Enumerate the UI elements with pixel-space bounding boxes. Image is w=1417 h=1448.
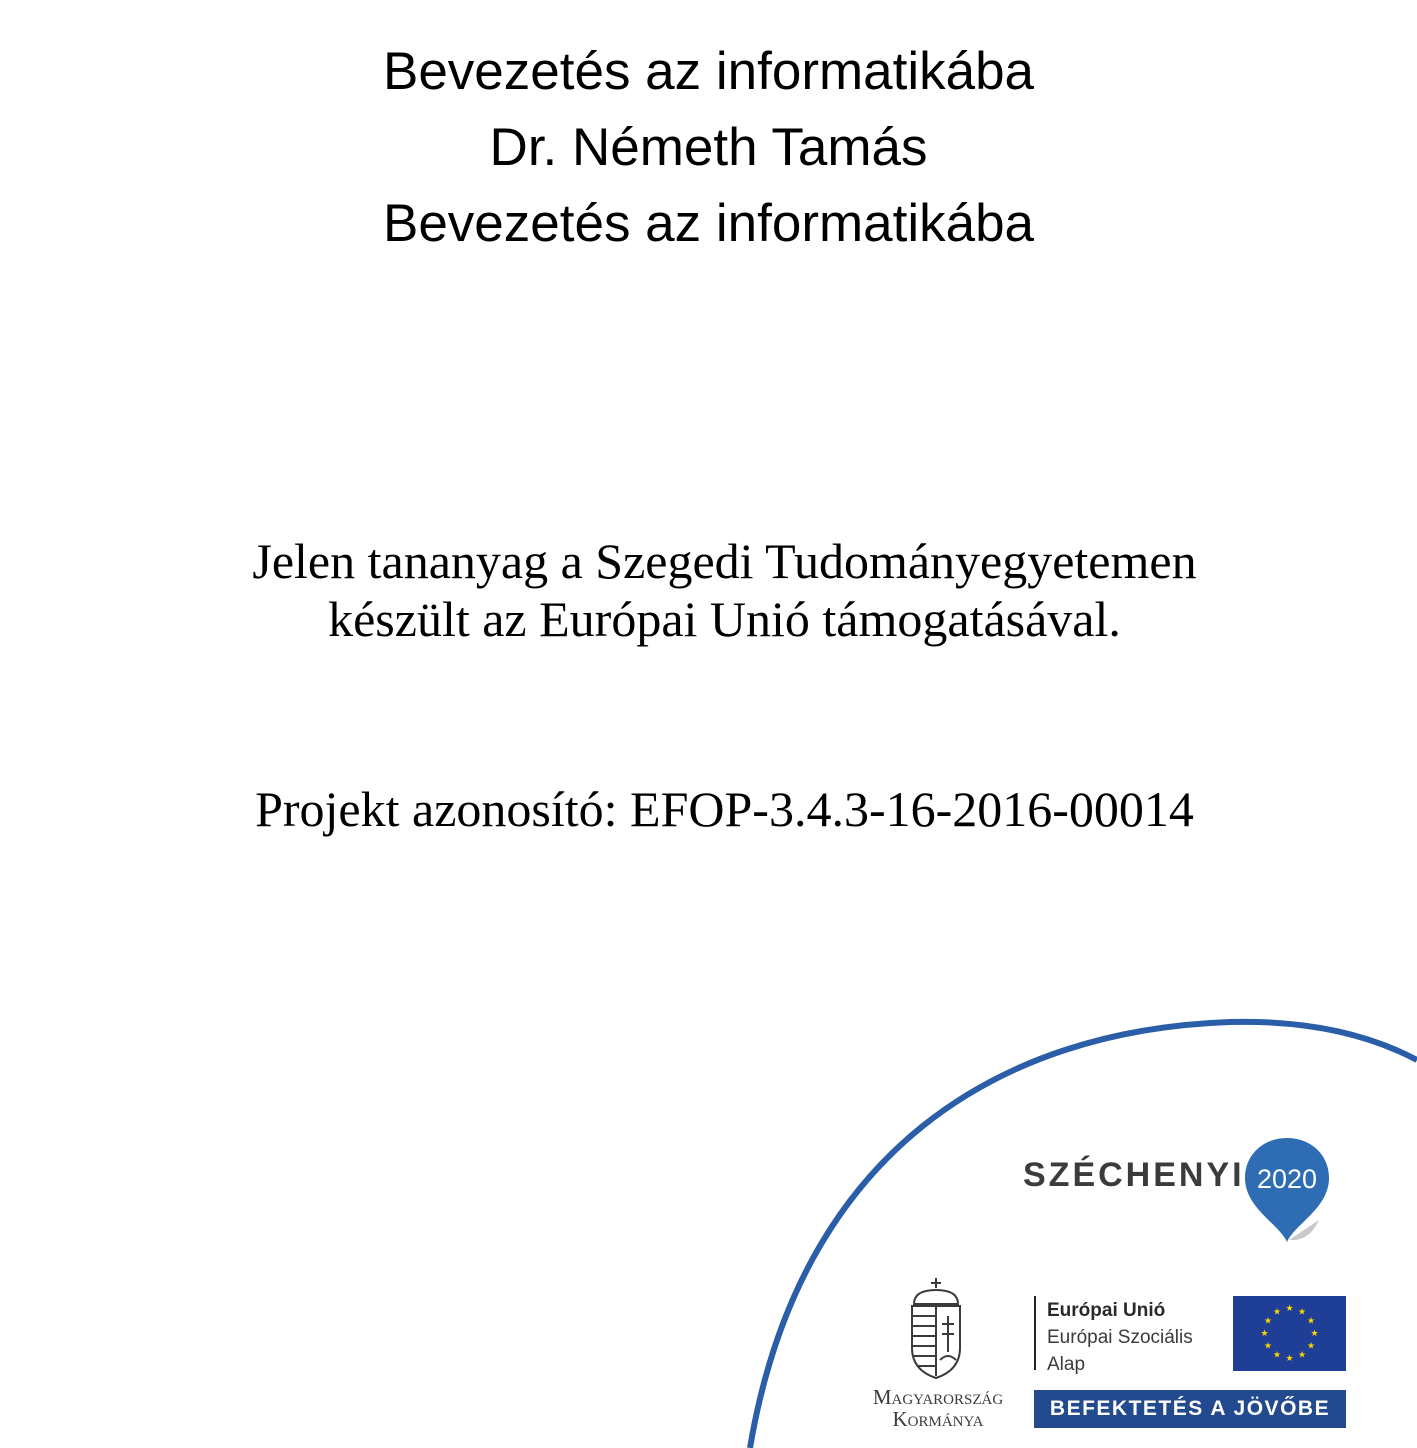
svg-text:★: ★	[1310, 1329, 1319, 1339]
support-line-2: készült az Európai Unió támogatásával.	[328, 591, 1121, 647]
support-line-1: Jelen tananyag a Szegedi Tudományegyetemen	[252, 533, 1197, 589]
svg-text:★: ★	[1297, 1350, 1307, 1361]
svg-text:★: ★	[1263, 1316, 1273, 1327]
szechenyi-brand: SZÉCHENYI	[1023, 1156, 1245, 1194]
svg-text:★: ★	[1263, 1341, 1273, 1352]
map-pin-icon	[1237, 1136, 1337, 1248]
government-label	[856, 1386, 1020, 1430]
logo-divider	[1034, 1296, 1036, 1370]
author-name: Dr. Németh Tamás	[489, 118, 928, 177]
svg-text:★: ★	[1285, 1354, 1294, 1364]
course-title: Bevezetés az informatikába	[382, 42, 1035, 101]
svg-text:★: ★	[1306, 1316, 1316, 1327]
eu-label	[1047, 1297, 1193, 1378]
svg-text:★: ★	[1272, 1350, 1282, 1361]
eu-fund-line-1: Európai Szociális	[1047, 1327, 1193, 1348]
svg-text:★: ★	[1260, 1329, 1269, 1339]
eu-fund-line-2: Alap	[1047, 1354, 1086, 1375]
svg-text:★: ★	[1297, 1307, 1307, 1318]
government-line-2: Kormánya	[892, 1407, 984, 1431]
pin-year: 2020	[1256, 1164, 1318, 1194]
coat-of-arms-icon	[900, 1276, 972, 1380]
course-title-repeat: Bevezetés az informatikába	[382, 194, 1035, 253]
svg-text:★: ★	[1285, 1304, 1294, 1314]
project-id: Projekt azonosító: EFOP-3.4.3-16-2016-00014	[255, 781, 1194, 837]
eu-name: Európai Unió	[1047, 1300, 1166, 1321]
government-line-1: Magyarország	[872, 1385, 1004, 1409]
svg-text:★: ★	[1272, 1307, 1282, 1318]
eu-flag-icon	[1233, 1296, 1346, 1371]
slogan-bar: BEFEKTETÉS A JÖVŐBE	[1034, 1390, 1346, 1428]
svg-text:★: ★	[1306, 1341, 1316, 1352]
